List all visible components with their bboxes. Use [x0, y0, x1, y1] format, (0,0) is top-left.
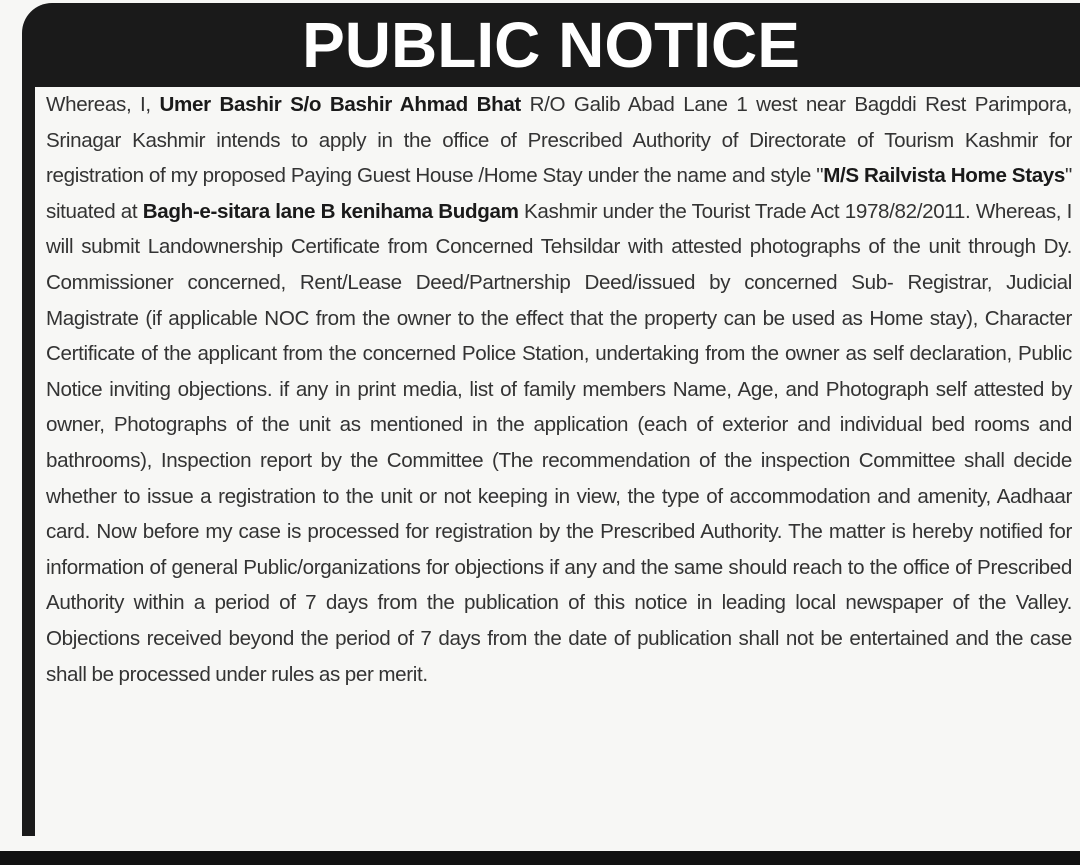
body-segment-2: R/O Galib Abad Lane 1 west near Bagddi Rest Parimpora, Srinagar Kashmir intends to apply in the office of Prescribed Authority of Directorate of Tourism Kashmir for registration of my proposed Paying Guest House /Home Stay under the name and style "	[46, 93, 1072, 188]
left-rule	[22, 84, 35, 836]
property-location: Bagh-e-sitara lane B kenihama Budgam	[142, 199, 519, 223]
body-segment-1: Whereas, I,	[46, 93, 160, 116]
notice-body	[46, 87, 1072, 692]
business-name: M/S Railvista Home Stays	[823, 164, 1066, 188]
notice-title: PUBLIC NOTICE	[302, 9, 800, 81]
bottom-bar	[0, 851, 1080, 865]
body-segment-4: Kashmir under the Tourist Trade Act 1978/82/2011. Whereas, I will submit Landownership Certificate from Concerned Tehsildar with attested photographs of the unit through Dy. Commissioner concerned, Rent/Lease Deed/Partnership Deed/issued by concerned Sub- Registrar, Judicial Magistrate (if applicable NOC from the owner to the effect that the property can be used as Home stay), Character Certificate of the applicant from the concerned Police Station, undertaking from the owner as self declaration, Public Notice inviting objections. if any in print media, list of family members Name, Age, and Photograph self attested by owner, Photographs of the unit as mentioned in the application (each of exterior and individual bed rooms and bathrooms), Inspection report by the Committee (The recommendation of the inspection Committee shall decide whether to issue a registration to the unit or not keeping in view, the type of accommodation and amenity, Aadhaar card. Now before my case is processed for registration by the Prescribed Authority. The matter is hereby notified for information of general Public/organizations for objections if any and the same should reach to the office of Prescribed Authority within a period of 7 days from the publication of this notice in leading local newspaper of the Valley. Objections received beyond the period of 7 days from the date of publication shall not be entertained and the case shall be processed under rules as per merit.	[46, 199, 1072, 686]
body-segment-3: " situated at	[46, 164, 1072, 223]
applicant-name: Umer Bashir S/o Bashir Ahmad Bhat	[159, 93, 521, 116]
